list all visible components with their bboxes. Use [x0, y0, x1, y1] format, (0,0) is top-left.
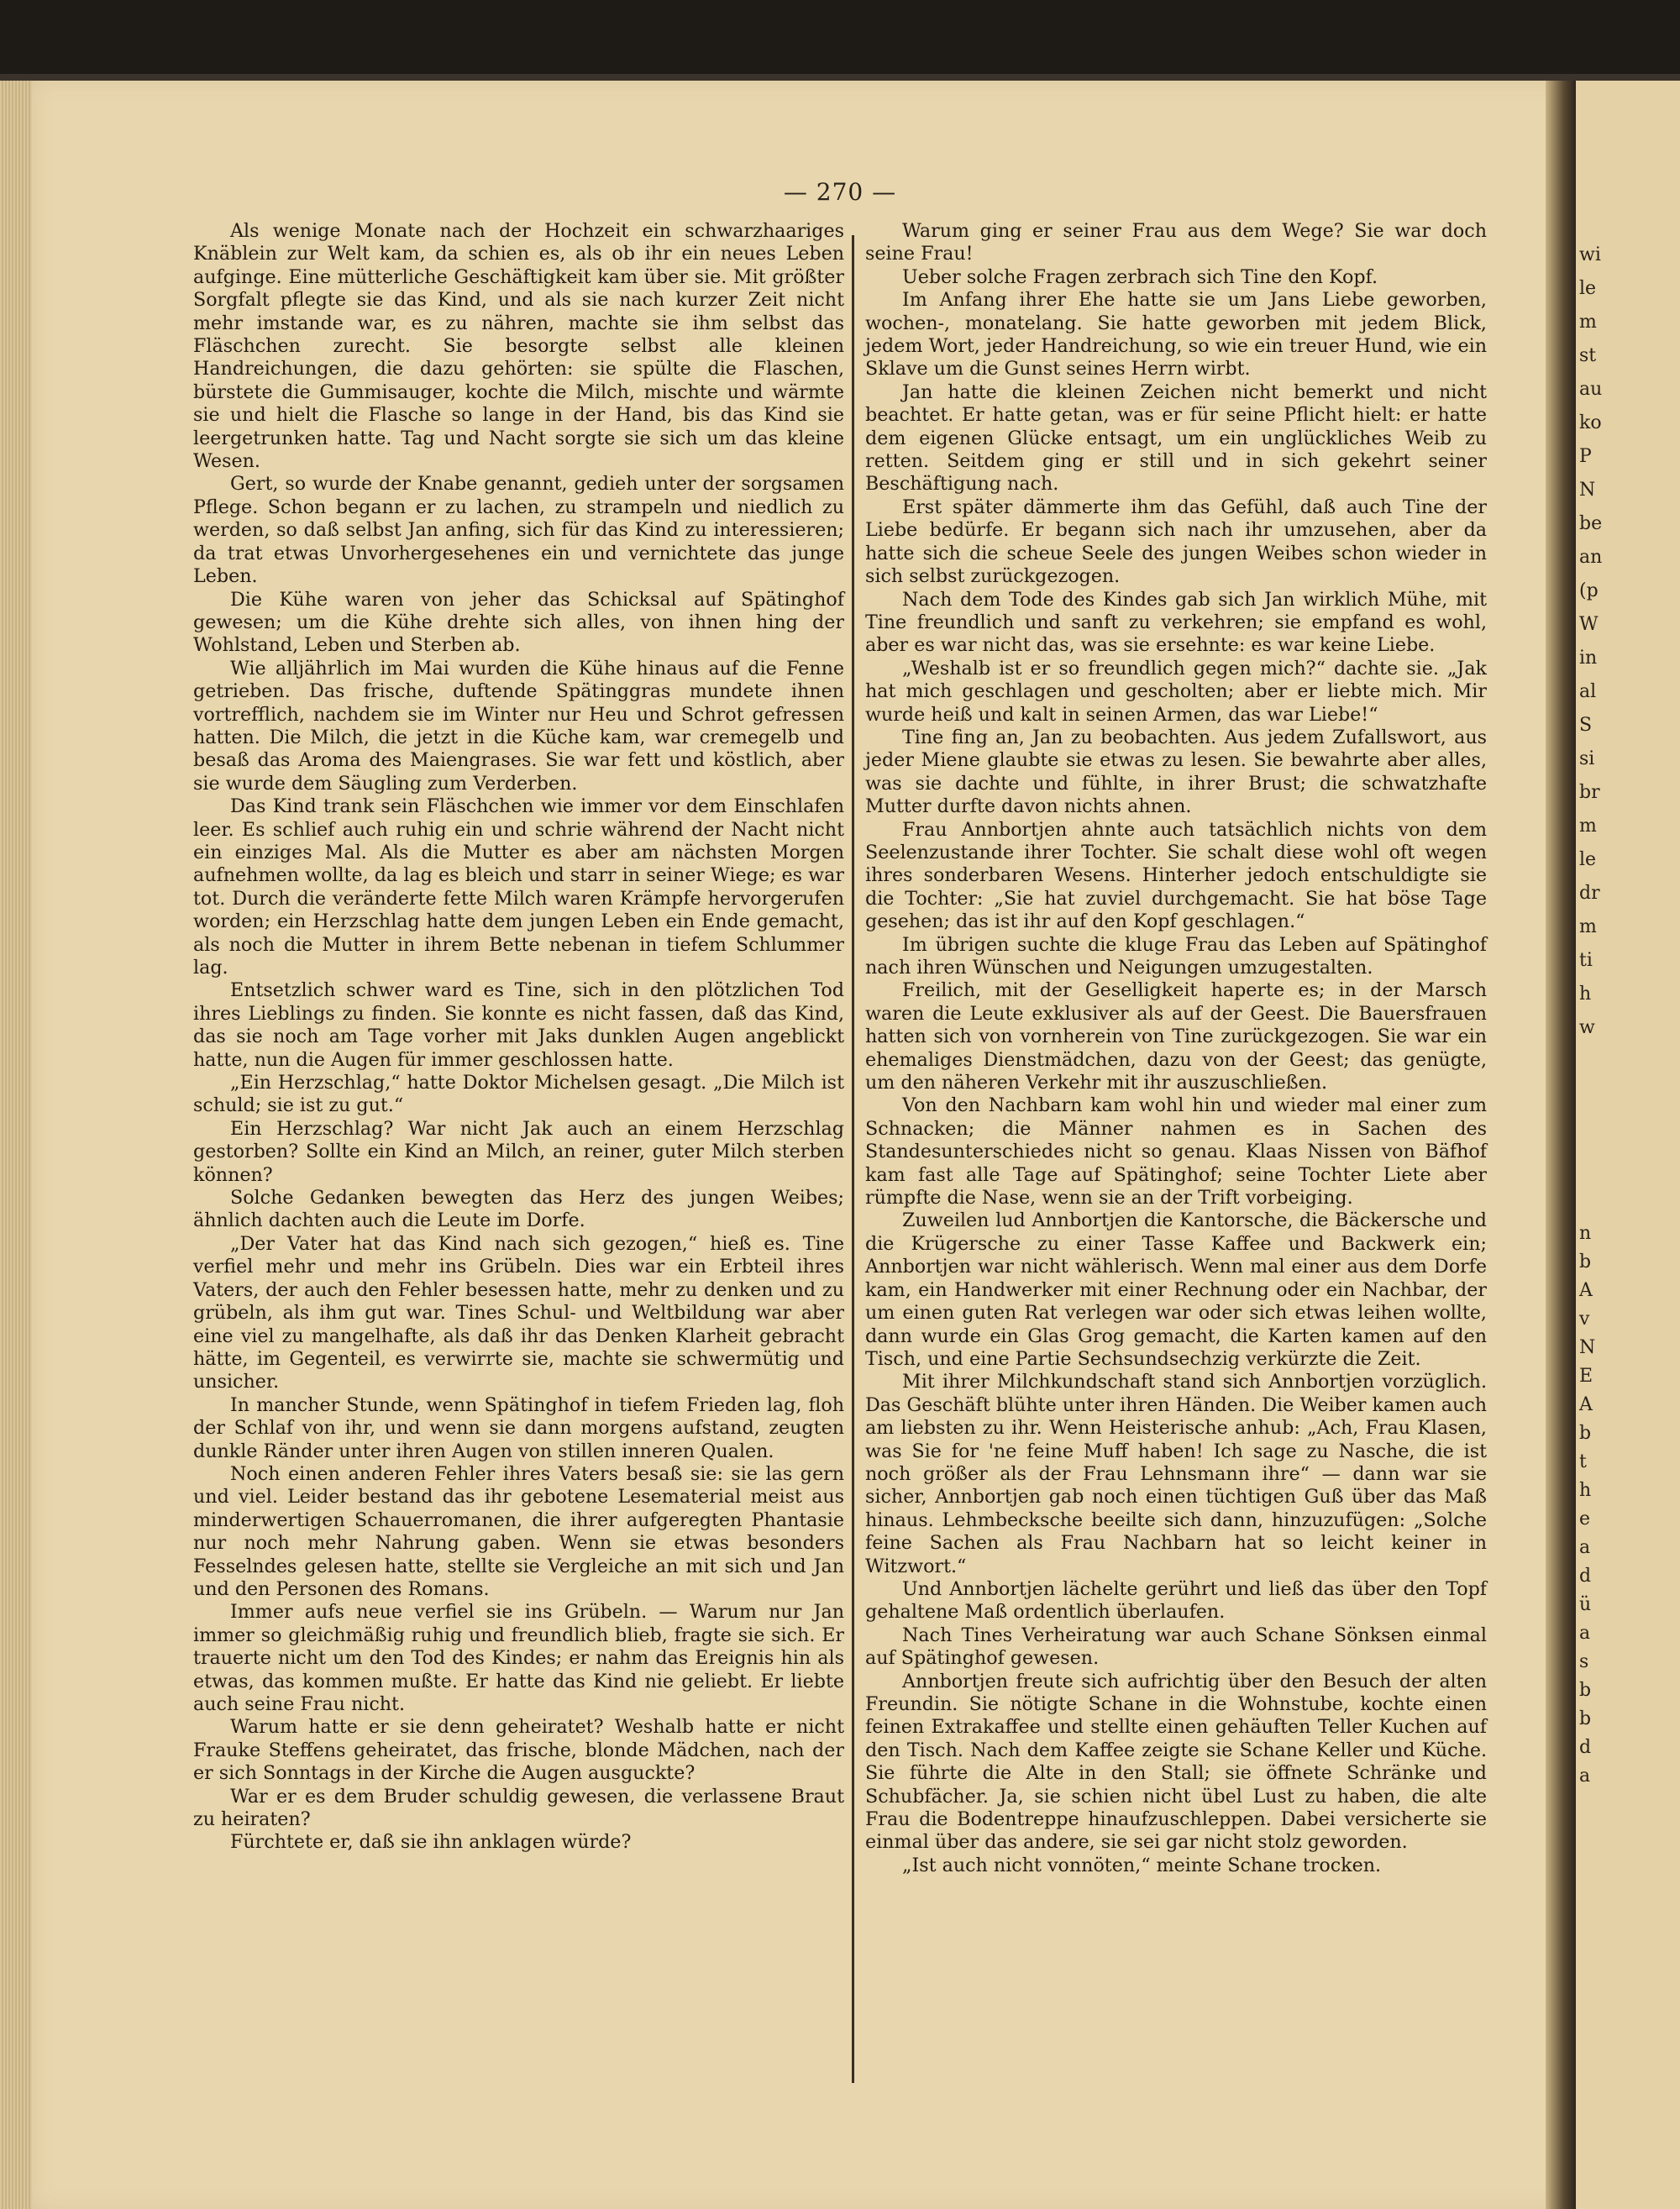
- right-text-column: [865, 220, 1487, 1877]
- line-fragment: m: [1579, 816, 1597, 837]
- line-fragment: m: [1579, 312, 1597, 333]
- paragraph: In mancher Stunde, wenn Spätinghof in tiefem Frieden lag, floh der Schlaf von ihr, und wenn sie dann morgens aufstand, zeugten dunkle Ränder unter ihren Augen von stillen inneren Qualen.: [193, 1393, 844, 1462]
- paragraph: Die Kühe waren von jeher das Schicksal auf Spätinghof gewesen; um die Kühe drehte sich alles, von ihnen hing der Wohlstand, Leben und Sterben ab.: [193, 588, 844, 657]
- paragraph: Entsetzlich schwer ward es Tine, sich in den plötzlichen Tod ihres Lieblings zu finden. Sie konnte es nicht fassen, daß das Kind, das sie noch am Tage vorher mit Jaks dunklen Augen angeblickt hatte, nun die Augen für immer geschlossen hatte.: [193, 979, 844, 1071]
- line-fragment: N: [1579, 480, 1596, 501]
- right-page-fragments-lower: [1579, 1222, 1680, 1793]
- paragraph: Ueber solche Fragen zerbrach sich Tine den Kopf.: [902, 265, 1378, 288]
- paragraph: Tine fing an, Jan zu beobachten. Aus jedem Zufallswort, aus jeder Miene glaubte sie etwas zu lesen. Sie bewahrte aber alles, was sie dachte und fühlte, in ihrer Brust; die schwatzhafte Mutter durfte davon nichts ahnen.: [865, 726, 1487, 818]
- line-fragment: st: [1579, 345, 1597, 366]
- line-fragment: d: [1579, 1737, 1592, 1758]
- line-fragment: le: [1579, 849, 1597, 870]
- line-fragment: E: [1579, 1366, 1593, 1387]
- paragraph: „Ein Herzschlag,“ hatte Doktor Michelsen gesagt. „Die Milch ist schuld; sie ist zu gut.“: [193, 1072, 844, 1117]
- line-fragment: ü: [1579, 1594, 1592, 1615]
- line-fragment: (p: [1579, 580, 1599, 601]
- line-fragment: wi: [1579, 244, 1601, 265]
- paragraph: Frau Annbortjen ahnte auch tatsächlich nichts von dem Seelenzustande ihrer Tochter. Sie schalt diese wohl oft wegen ihres sonderbaren Wesens. Hinterher jedoch entschuldigte sie die Tochter: „Sie hat zuviel durchgemacht. Sie hat böse Tage gesehen; das ist ihr auf den Kopf geschlagen.“: [865, 818, 1487, 933]
- line-fragment: S: [1579, 715, 1593, 736]
- line-fragment: w: [1579, 1017, 1595, 1038]
- paragraph: Wie alljährlich im Mai wurden die Kühe hinaus auf die Fenne getrieben. Das frische, duftende Spätinggras mundete ihnen vortrefflich, nachdem sie im Winter nur Heu und Schrot gefressen hatten. Die Milch, die jetzt in die Küche kam, war cremegelb und besaß das Aroma des Maiengrases. Sie war fett und köstlich, aber sie wurde dem Säugling zum Verderben.: [193, 657, 844, 795]
- paragraph: Solche Gedanken bewegten das Herz des jungen Weibes; ähnlich dachten auch die Leute im Dorfe.: [193, 1187, 844, 1232]
- line-fragment: br: [1579, 782, 1600, 803]
- paragraph: Im übrigen suchte die kluge Frau das Leben auf Spätinghof nach ihren Wünschen und Neigungen umzugestalten.: [865, 933, 1487, 979]
- paragraph: Im Anfang ihrer Ehe hatte sie um Jans Liebe geworben, wochen-, monatelang. Sie hatte geworben mit jedem Blick, jedem Wort, jeder Handreichung, so wie ein treuer Hund, wie ein Sklave um die Gunst seines Herrn wirbt.: [865, 289, 1487, 380]
- line-fragment: b: [1579, 1423, 1592, 1444]
- paragraph: „Weshalb ist er so freundlich gegen mich?“ dachte sie. „Jak hat mich geschlagen und gescholten; aber er liebte mich. Mir wurde heiß und kalt in seinen Armen, das war Liebe!“: [865, 657, 1487, 726]
- line-fragment: in: [1579, 648, 1598, 669]
- column-divider: [852, 235, 854, 2083]
- line-fragment: b: [1579, 1251, 1592, 1272]
- paragraph: Freilich, mit der Geselligkeit haperte es; in der Marsch waren die Leute exklusiver als auf der Geest. Die Bauersfrauen hatten sich von vornherein von Tine zurückgezogen. Sie war ein ehemaliges Dienstmädchen, dazu von der Geest; das genügte, um den näheren Verkehr mit ihr auszuschließen.: [865, 979, 1487, 1094]
- paragraph: Erst später dämmerte ihm das Gefühl, daß auch Tine der Liebe bedürfe. Er begann sich nach ihr umzusehen, aber da hatte sich die scheue Seele des jungen Weibes schon wieder in sich selbst zurückgezogen.: [865, 496, 1487, 588]
- paragraph: „Der Vater hat das Kind nach sich gezogen,“ hieß es. Tine verfiel mehr und mehr ins Grübeln. Dies war ein Erbteil ihres Vaters, der auch den Fehler besessen hatte, mehr zu denken und zu grübeln, als ihm gut war. Tines Schul- und Weltbildung war aber eine viel zu mangelhafte, als daß ihr das Denken Klarheit gebracht hätte, im Gegenteil, es verwirrte sie, machte sie schwermütig und unsicher.: [193, 1232, 844, 1393]
- paragraph: „Ist auch nicht vonnöten,“ meinte Schane trocken.: [902, 1854, 1382, 1876]
- line-fragment: a: [1579, 1623, 1591, 1644]
- paragraph: Immer aufs neue verfiel sie ins Grübeln. — Warum nur Jan immer so gleichmäßig ruhig und freundlich blieb, fragte sie sich. Er trauerte nicht um den Tod des Kindes; er nahm das Ereignis hin als etwas, das kommen mußte. Er hatte das Kind nie geliebt. Er liebte auch seine Frau nicht.: [193, 1601, 844, 1715]
- paragraph: Von den Nachbarn kam wohl hin und wieder mal einer zum Schnacken; die Männer nahmen es in Sachen des Standesunterschiedes nicht so genau. Klaas Nissen von Bäfhof kam fast alle Tage auf Spätinghof; seine Tochter Liete aber rümpfte die Nase, wenn sie an der Trift vorbeiging.: [865, 1094, 1487, 1209]
- line-fragment: W: [1579, 614, 1599, 635]
- line-fragment: P: [1579, 446, 1592, 467]
- line-fragment: a: [1579, 1766, 1591, 1787]
- page-number: — 270 —: [783, 178, 897, 206]
- line-fragment: an: [1579, 547, 1603, 568]
- line-fragment: ko: [1579, 412, 1602, 433]
- line-fragment: le: [1579, 278, 1597, 299]
- right-page-fragments-upper: [1579, 244, 1680, 1050]
- paragraph: Gert, so wurde der Knabe genannt, gedieh unter der sorgsamen Pflege. Schon begann er zu lachen, zu strampeln und niedlich zu werden, so daß selbst Jan anfing, sich für das Kind zu interessieren; da trat etwas Unvorhergesehenes ein und vernichtete das junge Leben.: [193, 473, 844, 588]
- paragraph: Fürchtete er, daß sie ihn anklagen würde?: [230, 1831, 632, 1854]
- paragraph: Warum ging er seiner Frau aus dem Wege? Sie war doch seine Frau!: [865, 220, 1487, 265]
- page-edge-stack: [0, 81, 32, 2209]
- left-text-column: [193, 220, 844, 1855]
- line-fragment: dr: [1579, 883, 1600, 904]
- book-gutter: [1546, 81, 1576, 2209]
- line-fragment: si: [1579, 748, 1595, 769]
- paragraph: Ein Herzschlag? War nicht Jak auch an einem Herzschlag gestorben? Sollte ein Kind an Milch, an reiner, guter Milch sterben können?: [193, 1117, 844, 1186]
- line-fragment: d: [1579, 1566, 1592, 1587]
- paragraph: Jan hatte die kleinen Zeichen nicht bemerkt und nicht beachtet. Er hatte getan, was er für seine Pflicht hielt: er hatte dem eigenen Glücke entsagt, um ein unglückliches Weib zu retten. Seitdem ging er still und in sich gekehrt seiner Beschäftigung nach.: [865, 380, 1487, 496]
- paragraph: Noch einen anderen Fehler ihres Vaters besaß sie: sie las gern und viel. Leider bestand das ihr gebotene Lesematerial meist aus minderwertigen Schauerromanen, die ihrer aufgeregten Phantasie nur noch mehr Nahrung gaben. Wenn sie etwas besonders Fesselndes gelesen hatte, stellte sie Vergleiche an mit sich und Jan und den Personen des Romans.: [193, 1462, 844, 1600]
- line-fragment: v: [1579, 1309, 1590, 1330]
- line-fragment: h: [1579, 1480, 1592, 1501]
- paragraph: Mit ihrer Milchkundschaft stand sich Annbortjen vorzüglich. Das Geschäft blühte unter ihren Händen. Die Weiber kamen auch am liebsten zu ihr. Wenn Heisterische anhub: „Ach, Frau Klasen, was Sie for 'ne feine Muff haben! Ich sage zu Nasche, die ist noch größer als der Frau Lehnsmann ihre“ — dann war sie sicher, Annbortjen gab noch einen tüchtigen Guß über das Maß hinaus. Lehmbecksche beeilte sich dann, hinzuzufügen: „Solche feine Sachen als Frau Nachbarn hat so leicht keiner in Witzwort.“: [865, 1371, 1487, 1577]
- line-fragment: A: [1579, 1394, 1593, 1415]
- line-fragment: A: [1579, 1280, 1593, 1301]
- line-fragment: h: [1579, 984, 1592, 1005]
- line-fragment: b: [1579, 1680, 1592, 1701]
- line-fragment: al: [1579, 681, 1597, 702]
- line-fragment: ti: [1579, 950, 1593, 971]
- line-fragment: a: [1579, 1537, 1591, 1558]
- paragraph: Zuweilen lud Annbortjen die Kantorsche, die Bäckersche und die Krügersche zu einer Tasse Kaffee und Backwerk ein; Annbortjen war nicht wählerisch. Wenn mal einer aus dem Dorfe kam, ein Handwerker mit einer Rechnung oder ein Nachbar, der um einen guten Rat verlegen war oder sich etwas leihen wollte, dann wurde ein Glas Grog gemacht, die Karten kamen auf den Tisch, und eine Partie Sechsundsechzig verkürzte die Zeit.: [865, 1209, 1487, 1370]
- paragraph: Und Annbortjen lächelte gerührt und ließ das über den Topf gehaltene Maß ordentlich überlaufen.: [865, 1577, 1487, 1624]
- paragraph: Als wenige Monate nach der Hochzeit ein schwarzhaariges Knäblein zur Welt kam, da schien es, als ob ihr ein neues Leben aufginge. Eine mütterliche Geschäftigkeit kam über sie. Mit größter Sorgfalt pflegte sie das Kind, und als sie nach kurzer Zeit nicht mehr imstande war, es zu nähren, machte sie ihm selbst das Fläschchen zurecht. Sie besorgte selbst alle kleinen Handreichungen, die dazu gehörten: sie spülte die Flaschen, bürstete die Gummisauger, kochte die Milch, mischte und wärmte sie und hielt die Flasche so lange in der Hand, bis das Kind sie leergetrunken hatte. Tag und Nacht sorgte sie sich um das kleine Wesen.: [193, 220, 844, 473]
- line-fragment: m: [1579, 916, 1597, 937]
- line-fragment: au: [1579, 379, 1603, 400]
- line-fragment: be: [1579, 513, 1603, 534]
- paragraph: War er es dem Bruder schuldig gewesen, die verlassene Braut zu heiraten?: [193, 1785, 844, 1831]
- paragraph: Warum hatte er sie denn geheiratet? Weshalb hatte er nicht Frauke Steffens geheiratet, das frische, blonde Mädchen, nach der er sich Sonntags in der Kirche die Augen ausguckte?: [193, 1716, 844, 1785]
- paragraph: Annbortjen freute sich aufrichtig über den Besuch der alten Freundin. Sie nötigte Schane in die Wohnstube, kochte einen feinen Extrakaffee und stellte einen gehäuften Teller Kuchen auf den Tisch. Nach dem Kaffee zeigte sie Schane Keller und Küche. Sie führte die Alte in den Stall; sie öffnete Schränke und Schubfächer. Ja, sie schien nicht übel Lust zu haben, die alte Frau die Bodentreppe hinaufzuschleppen. Dabei versicherte sie einmal über das andere, sie sei gar nicht stolz geworden.: [865, 1670, 1487, 1854]
- line-fragment: t: [1579, 1451, 1587, 1472]
- line-fragment: n: [1579, 1223, 1592, 1244]
- line-fragment: s: [1579, 1651, 1589, 1672]
- paragraph: Das Kind trank sein Fläschchen wie immer vor dem Einschlafen leer. Es schlief auch ruhig ein und schrie während der Nacht nicht ein einziges Mal. Als die Mutter es aber am nächsten Morgen aufnehmen wollte, da lag es bleich und starr in seiner Wiege; es war tot. Durch die veränderte fette Milch waren Krämpfe hervorgerufen worden; ein Herzschlag hatte dem jungen Leben ein Ende gemacht, als noch die Mutter in ihrem Bette nebenan in tiefem Schlummer lag.: [193, 795, 844, 979]
- line-fragment: b: [1579, 1708, 1592, 1729]
- line-fragment: e: [1579, 1509, 1591, 1530]
- paragraph: Nach Tines Verheiratung war auch Schane Sönksen einmal auf Spätinghof gewesen.: [865, 1624, 1487, 1670]
- line-fragment: N: [1579, 1337, 1596, 1358]
- paragraph: Nach dem Tode des Kindes gab sich Jan wirklich Mühe, mit Tine freundlich und sanft zu verkehren; sie empfand es wohl, aber es war nicht das, was sie ersehnte: es war keine Liebe.: [865, 588, 1487, 657]
